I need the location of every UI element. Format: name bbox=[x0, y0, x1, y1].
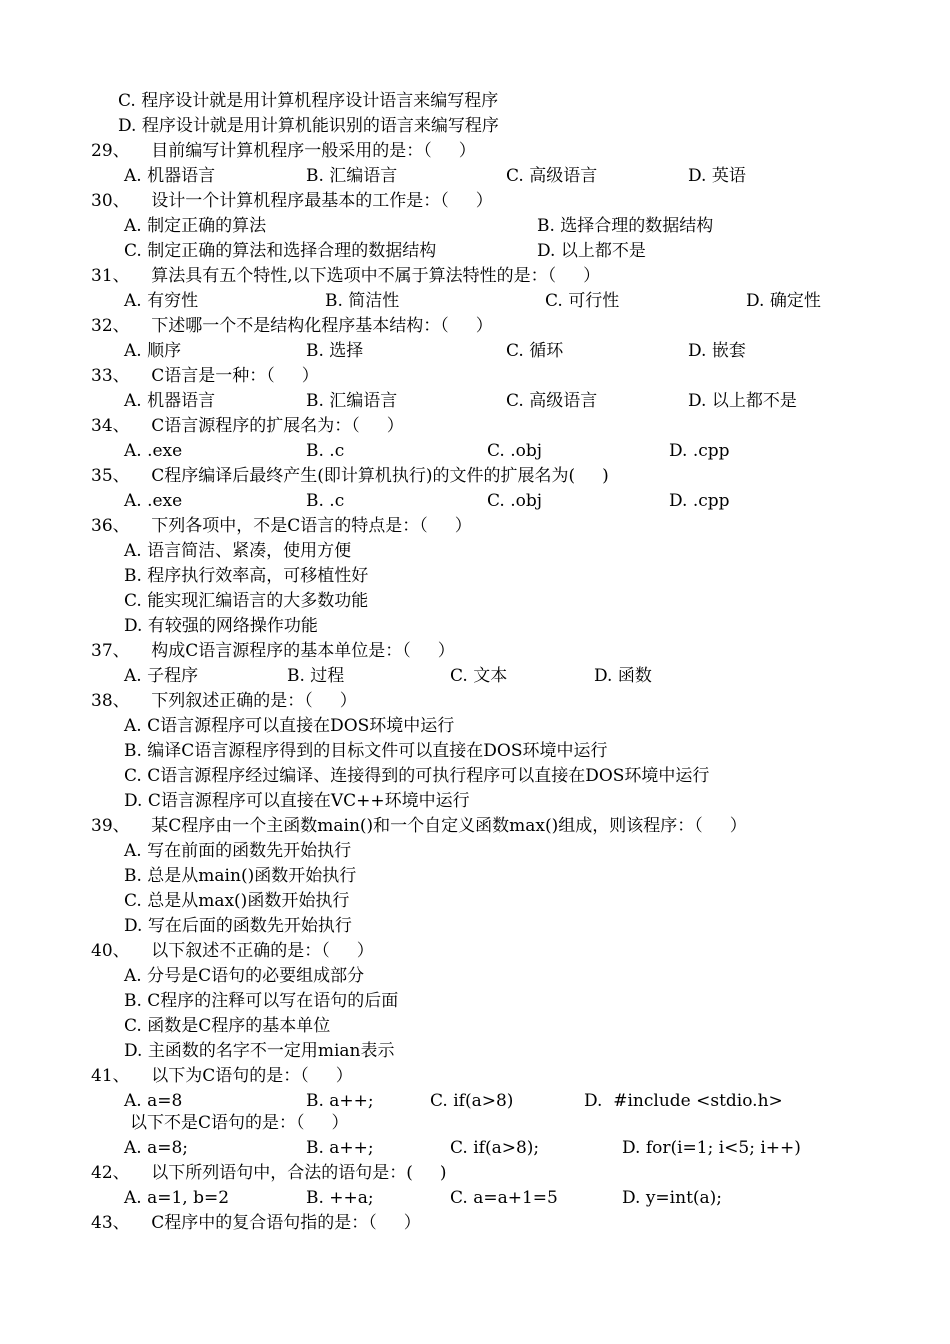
q40-option-d: D. 主函数的名字不一定用mian表示 bbox=[124, 1041, 395, 1061]
q34-option-c: C. .obj bbox=[487, 441, 543, 461]
q29-option-c: C. 高级语言 bbox=[506, 166, 598, 186]
q42-option-a: A. a=1, b=2 bbox=[124, 1188, 230, 1208]
q36-option-c: C. 能实现汇编语言的大多数功能 bbox=[124, 591, 369, 611]
q35-option-b: B. .c bbox=[306, 491, 345, 511]
q37-option-b: B. 过程 bbox=[287, 666, 345, 686]
q41-option-d: D. #include <stdio.h> bbox=[584, 1091, 783, 1111]
q42-option-d: D. y=int(a); bbox=[622, 1188, 723, 1208]
q37-option-c: C. 文本 bbox=[450, 666, 508, 686]
q30-option-a: A. 制定正确的算法 bbox=[124, 216, 267, 236]
q41-stem: 41、 以下为C语句的是：（ ） bbox=[91, 1066, 353, 1086]
q34-option-b: B. .c bbox=[306, 441, 345, 461]
q41b-option-a: A. a=8; bbox=[124, 1138, 189, 1158]
q36-option-a: A. 语言简洁、紧凑，使用方便 bbox=[124, 541, 352, 561]
q31-stem: 31、 算法具有五个特性,以下选项中不属于算法特性的是：（ ） bbox=[91, 266, 601, 286]
q39-stem: 39、 某C程序由一个主函数main()和一个自定义函数max()组成，则该程序：（ ） bbox=[91, 816, 747, 836]
q33-option-b: B. 汇编语言 bbox=[306, 391, 398, 411]
q35-option-a: A. .exe bbox=[124, 491, 183, 511]
q41b-option-c: C. if(a>8); bbox=[450, 1138, 540, 1158]
q32-option-d: D. 嵌套 bbox=[688, 341, 746, 361]
q28-option-c: C. 程序设计就是用计算机程序设计语言来编写程序 bbox=[118, 91, 499, 111]
q32-option-c: C. 循环 bbox=[506, 341, 564, 361]
q28-option-d: D. 程序设计就是用计算机能识别的语言来编写程序 bbox=[118, 116, 499, 136]
q41-option-c: C. if(a>8) bbox=[430, 1091, 514, 1111]
q35-stem: 35、 C程序编译后最终产生(即计算机执行)的文件的扩展名为( ) bbox=[91, 466, 609, 486]
q36-stem: 36、 下列各项中，不是C语言的特点是：（ ） bbox=[91, 516, 472, 536]
q37-option-d: D. 函数 bbox=[594, 666, 652, 686]
q34-option-a: A. .exe bbox=[124, 441, 183, 461]
q36-option-d: D. 有较强的网络操作功能 bbox=[124, 616, 318, 636]
q34-option-d: D. .cpp bbox=[669, 441, 730, 461]
q31-option-a: A. 有穷性 bbox=[124, 291, 199, 311]
q41b-option-b: B. a++; bbox=[306, 1138, 374, 1158]
q41b-stem: 以下不是C语句的是：（ ） bbox=[130, 1113, 349, 1133]
q32-stem: 32、 下述哪一个不是结构化程序基本结构：（ ） bbox=[91, 316, 493, 336]
q39-option-d: D. 写在后面的函数先开始执行 bbox=[124, 916, 352, 936]
q33-option-c: C. 高级语言 bbox=[506, 391, 598, 411]
q39-option-a: A. 写在前面的函数先开始执行 bbox=[124, 841, 352, 861]
q40-option-c: C. 函数是C程序的基本单位 bbox=[124, 1016, 331, 1036]
q31-option-d: D. 确定性 bbox=[746, 291, 821, 311]
q32-option-b: B. 选择 bbox=[306, 341, 364, 361]
q37-option-a: A. 子程序 bbox=[124, 666, 199, 686]
q38-option-d: D. C语言源程序可以直接在VC++环境中运行 bbox=[124, 791, 470, 811]
q30-option-c: C. 制定正确的算法和选择合理的数据结构 bbox=[124, 241, 437, 261]
q31-option-b: B. 简洁性 bbox=[325, 291, 400, 311]
q38-option-b: B. 编译C语言源程序得到的目标文件可以直接在DOS环境中运行 bbox=[124, 741, 608, 761]
q30-option-d: D. 以上都不是 bbox=[537, 241, 646, 261]
q33-option-d: D. 以上都不是 bbox=[688, 391, 797, 411]
q35-option-d: D. .cpp bbox=[669, 491, 730, 511]
q40-option-b: B. C程序的注释可以写在语句的后面 bbox=[124, 991, 399, 1011]
q37-stem: 37、 构成C语言源程序的基本单位是：（ ） bbox=[91, 641, 455, 661]
q30-option-b: B. 选择合理的数据结构 bbox=[537, 216, 714, 236]
q29-option-a: A. 机器语言 bbox=[124, 166, 216, 186]
q41-option-b: B. a++; bbox=[306, 1091, 374, 1111]
q33-stem: 33、 C语言是一种：（ ） bbox=[91, 366, 319, 386]
q42-option-b: B. ++a; bbox=[306, 1188, 374, 1208]
q38-option-a: A. C语言源程序可以直接在DOS环境中运行 bbox=[124, 716, 455, 736]
q40-stem: 40、 以下叙述不正确的是：（ ） bbox=[91, 941, 374, 961]
q29-stem: 29、 目前编写计算机程序一般采用的是：（ ） bbox=[91, 141, 476, 161]
q35-option-c: C. .obj bbox=[487, 491, 543, 511]
q39-option-c: C. 总是从max()函数开始执行 bbox=[124, 891, 350, 911]
q42-option-c: C. a=a+1=5 bbox=[450, 1188, 558, 1208]
q29-option-b: B. 汇编语言 bbox=[306, 166, 398, 186]
q38-stem: 38、 下列叙述正确的是：（ ） bbox=[91, 691, 357, 711]
q34-stem: 34、 C语言源程序的扩展名为：（ ） bbox=[91, 416, 404, 436]
q38-option-c: C. C语言源程序经过编译、连接得到的可执行程序可以直接在DOS环境中运行 bbox=[124, 766, 710, 786]
q40-option-a: A. 分号是C语句的必要组成部分 bbox=[124, 966, 365, 986]
q29-option-d: D. 英语 bbox=[688, 166, 746, 186]
q42-stem: 42、 以下所列语句中，合法的语句是：( ) bbox=[91, 1163, 447, 1183]
q36-option-b: B. 程序执行效率高，可移植性好 bbox=[124, 566, 369, 586]
q43-stem: 43、 C程序中的复合语句指的是：（ ） bbox=[91, 1213, 421, 1233]
q33-option-a: A. 机器语言 bbox=[124, 391, 216, 411]
q32-option-a: A. 顺序 bbox=[124, 341, 182, 361]
q39-option-b: B. 总是从main()函数开始执行 bbox=[124, 866, 357, 886]
q30-stem: 30、 设计一个计算机程序最基本的工作是：（ ） bbox=[91, 191, 493, 211]
q31-option-c: C. 可行性 bbox=[545, 291, 620, 311]
q41b-option-d: D. for(i=1; i<5; i++) bbox=[622, 1138, 801, 1158]
q41-option-a: A. a=8 bbox=[124, 1091, 183, 1111]
